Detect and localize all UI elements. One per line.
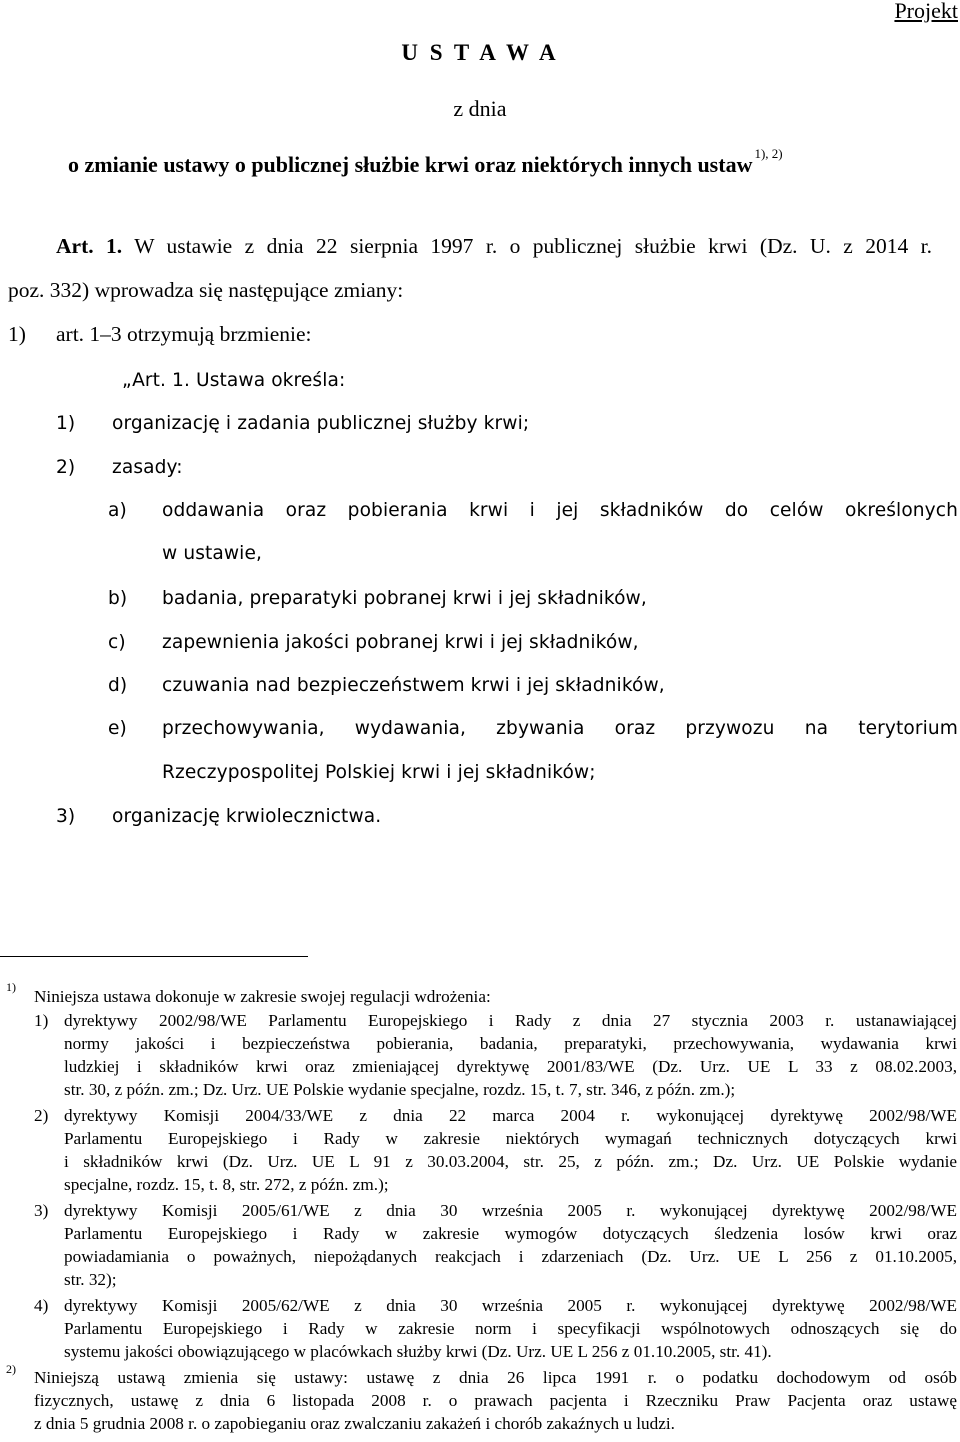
new-art1-intro xyxy=(122,370,345,391)
fn1-item2-line1: dyrektywy Komisji 2004/33/WE z dnia 22 marca 2004 r. wykonującej dyrektywę 2002/98/WE xyxy=(64,1106,957,1125)
fn2-line1: Niniejszą ustawą zmienia się ustawy: ustawę z dnia 26 lipca 1991 r. o podatku dochodowym od osób xyxy=(34,1368,957,1387)
fn1-item3-line1: dyrektywy Komisji 2005/61/WE z dnia 30 września 2005 r. wykonującej dyrektywę 2002/98/WE xyxy=(64,1201,957,1220)
subitem-c-letter: c) xyxy=(108,632,126,653)
new-art1-item1-num: 1) xyxy=(56,413,76,434)
subitem-a-line2: w ustawie, xyxy=(162,543,262,564)
subitem-d-letter: d) xyxy=(108,675,128,696)
fn1-item2-line4: specjalne, rozdz. 15, t. 8, str. 272, z późn. zm.); xyxy=(64,1175,389,1194)
footnote1-mark: 1) xyxy=(6,980,16,994)
subject-footnote-refs: 1), 2) xyxy=(754,146,783,161)
subitem-b-text: badania, preparatyki pobranej krwi i jej składników, xyxy=(162,588,647,609)
fn1-item1-line4: str. 30, z późn. zm.; Dz. Urz. UE Polskie wydanie specjalne, rozdz. 15, t. 7, str. 346, z późn. zm.); xyxy=(64,1080,736,1099)
subitem-d-text: czuwania nad bezpieczeństwem krwi i jej składników, xyxy=(162,675,665,696)
new-art1-item2-text: zasady: xyxy=(112,457,183,478)
fn1-item1-line3: ludzkiej i składników krwi oraz zmieniającej dyrektywę 2001/83/WE (Dz. Urz. UE L 33 z 08.02.2003, xyxy=(64,1057,957,1076)
fn1-item3-line2: Parlamentu Europejskiego i Rady w zakresie wymogów dotyczących śledzenia losów krwi oraz xyxy=(64,1224,957,1243)
art1-point1-num: 1) xyxy=(8,322,26,346)
art1-line1 xyxy=(56,234,932,259)
new-art1-item2-num: 2) xyxy=(56,457,76,478)
art1-line1-text: W ustawie z dnia 22 sierpnia 1997 r. o publicznej służbie krwi (Dz. U. z 2014 r. xyxy=(134,234,932,258)
fn2-line3: z dnia 5 grudnia 2008 r. o zapobieganiu oraz zwalczaniu zakażeń i chorób zakaźnych u ludzi. xyxy=(34,1414,675,1433)
subitem-e-line2: Rzeczypospolitej Polskiej krwi i jej składników; xyxy=(162,762,596,783)
new-art1-intro-text: Ustawa określa: xyxy=(196,370,346,391)
fn1-item1-num: 1) xyxy=(34,1011,49,1030)
draft-label: Projekt xyxy=(894,0,958,23)
fn1-item4-line2: Parlamentu Europejskiego i Rady w zakresie norm i specyfikacji wspólnotowych odnoszących się do xyxy=(64,1319,957,1338)
subitem-a-letter: a) xyxy=(108,500,127,521)
subitem-e-letter: e) xyxy=(108,718,127,739)
new-art1-label: „Art. 1. xyxy=(122,370,190,391)
fn1-item4-line1: dyrektywy Komisji 2005/62/WE z dnia 30 września 2005 r. wykonującej dyrektywę 2002/98/WE xyxy=(64,1296,957,1315)
document-title: U S T A W A xyxy=(401,40,559,65)
fn1-item1-line2: normy jakości i bezpieczeństwa pobierania, badania, preparatyki, przechowywania, wydawania krwi xyxy=(64,1034,957,1053)
art1-point1-text: art. 1–3 otrzymują brzmienie: xyxy=(56,322,312,346)
subitem-e-line1: przechowywania, wydawania, zbywania oraz przywozu na terytorium xyxy=(162,718,958,739)
subitem-a-line1: oddawania oraz pobierania krwi i jej składników do celów określonych xyxy=(162,500,958,521)
art1-label: Art. 1. xyxy=(56,234,123,258)
footnote-separator xyxy=(0,956,308,957)
fn1-item3-line4: str. 32); xyxy=(64,1270,117,1289)
fn1-item4-line3: systemu jakości obowiązującego w placówkach służby krwi (Dz. Urz. UE L 256 z 01.10.2005, str. 41). xyxy=(64,1342,772,1361)
fn1-item2-line2: Parlamentu Europejskiego i Rady w zakresie niektórych wymagań technicznych dotyczących krwi xyxy=(64,1129,957,1148)
fn1-item2-line3: i składników krwi (Dz. Urz. UE L 91 z 30.03.2004, str. 25, z późn. zm.; Dz. Urz. UE Polskie wydanie xyxy=(64,1152,957,1171)
fn2-line2: fizycznych, ustawę z dnia 6 listopada 2008 r. o prawach pacjenta i Rzeczniku Praw Pacjenta oraz ustawę xyxy=(34,1391,957,1410)
art1-line2: poz. 332) wprowadza się następujące zmiany: xyxy=(8,278,404,302)
footnote2-mark: 2) xyxy=(6,1362,16,1376)
new-art1-item1-text: organizację i zadania publicznej służby krwi; xyxy=(112,413,530,434)
subitem-b-letter: b) xyxy=(108,588,128,609)
fn1-item2-num: 2) xyxy=(34,1106,49,1125)
fn1-item3-line3: powiadamiania o poważnych, niepożądanych reakcjach i zdarzeniach (Dz. Urz. UE L 256 z 01.10.2005, xyxy=(64,1247,957,1266)
subject-text: o zmianie ustawy o publicznej służbie krwi oraz niektórych innych ustaw xyxy=(68,152,753,177)
document-subject xyxy=(68,146,783,178)
subitem-c-text: zapewnienia jakości pobranej krwi i jej składników, xyxy=(162,632,639,653)
fn1-item1-line1: dyrektywy 2002/98/WE Parlamentu Europejskiego i Rady z dnia 27 stycznia 2003 r. ustanawiającej xyxy=(64,1011,957,1030)
fn1-item3-num: 3) xyxy=(34,1201,49,1220)
footnote1-intro: Niniejsza ustawa dokonuje w zakresie swojej regulacji wdrożenia: xyxy=(34,987,491,1006)
new-art1-item3-num: 3) xyxy=(56,806,76,827)
new-art1-item3-text: organizację krwiolecznictwa. xyxy=(112,806,382,827)
date-line: z dnia xyxy=(453,96,507,121)
fn1-item4-num: 4) xyxy=(34,1296,49,1315)
